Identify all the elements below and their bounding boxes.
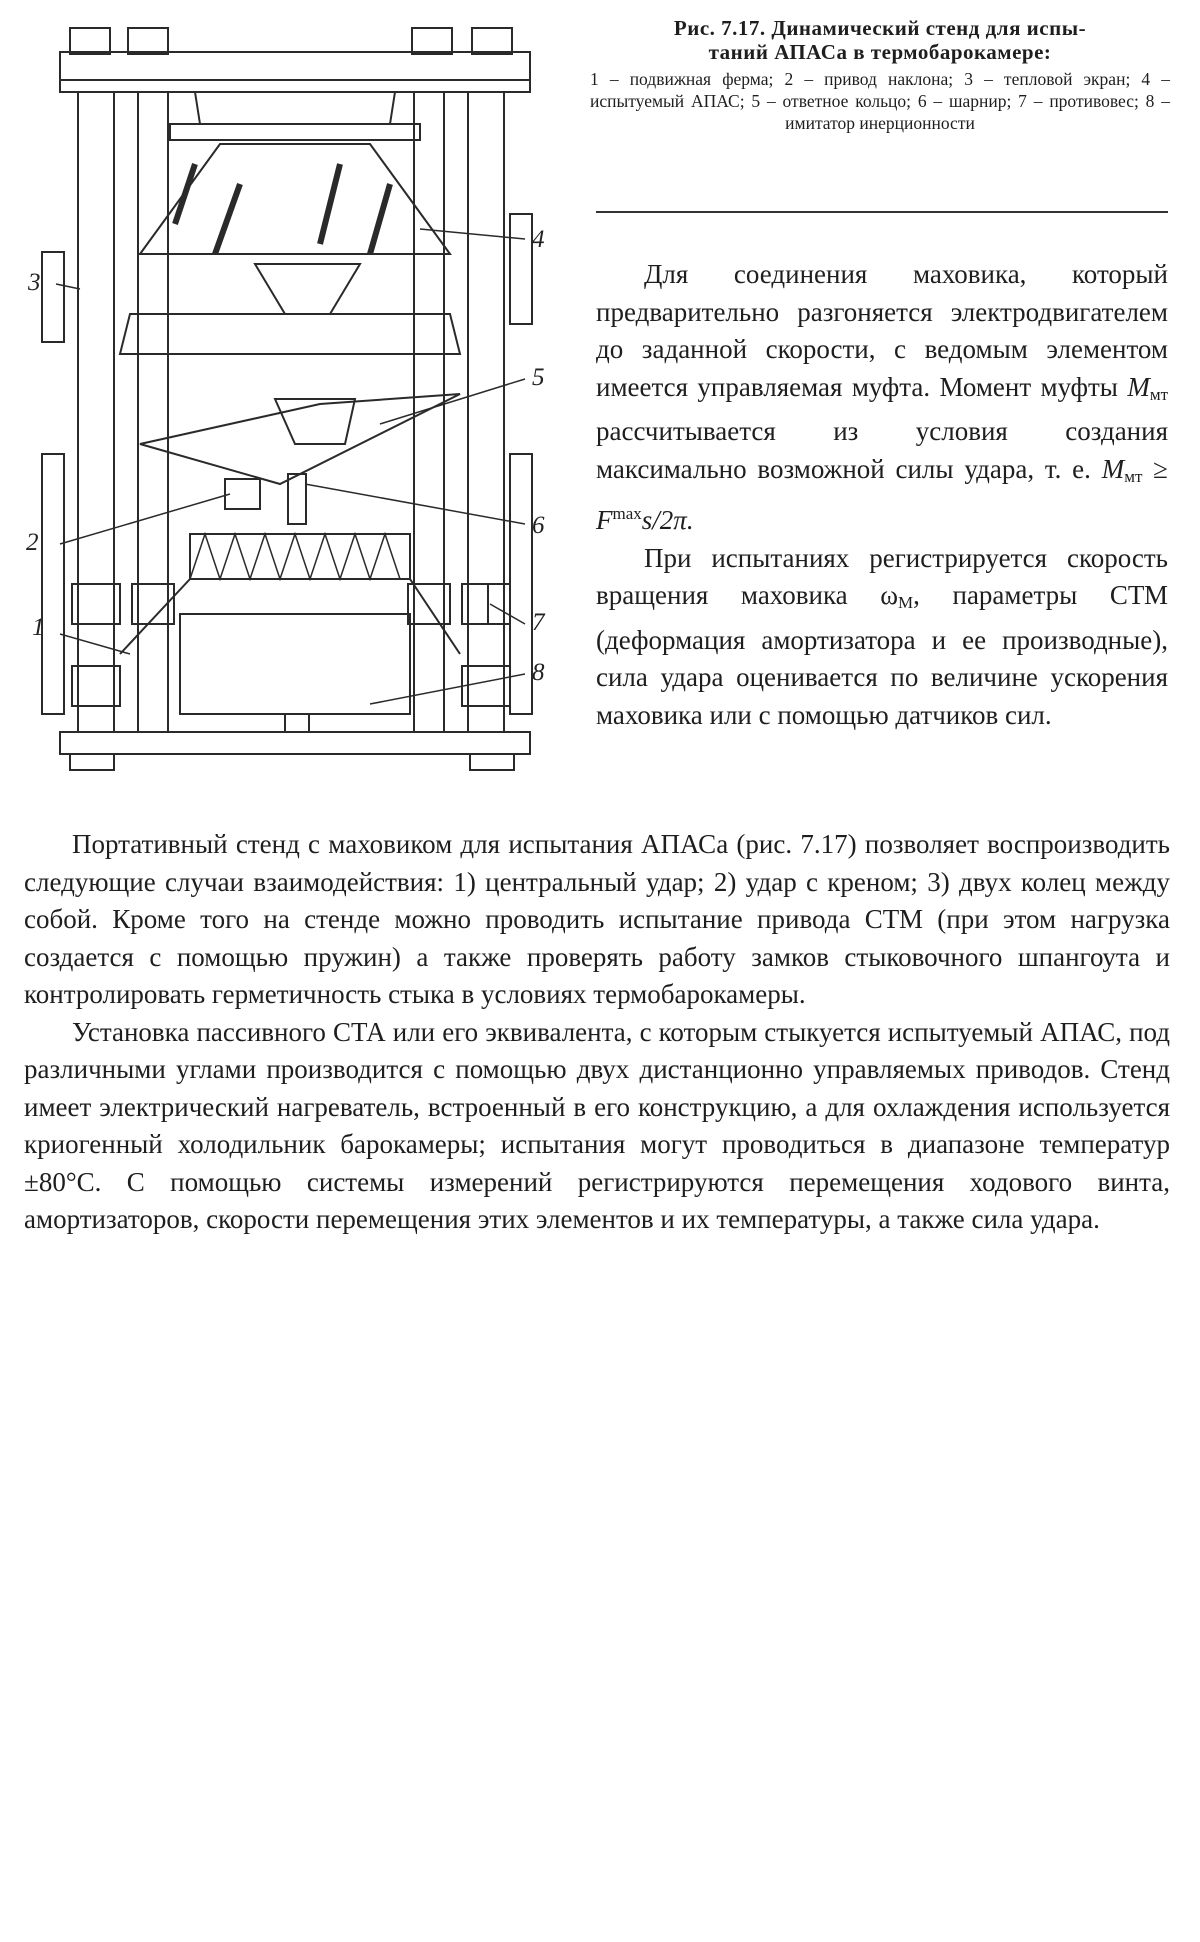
response-ring [140,394,460,484]
fig-label-3: 3 [28,269,41,296]
column-left-inner [138,92,168,732]
leader-8 [370,674,525,704]
column-right-outer [468,92,504,732]
side-p1-text-a: Для соединения маховика, который предварительно разгоняется электродвигателем до заданной скорости, с ведомым элементом имеется управляемая муфта. Момент муфты [596,259,1168,402]
top-bolt-right [472,28,512,54]
clamp-lo [72,584,120,624]
top-plate [60,52,530,80]
mid-frame [120,314,460,354]
side-paragraph-2 [596,540,1168,735]
column-left-outer [78,92,114,732]
top-flange [195,92,395,124]
moment-symbol-2: M [1101,453,1125,484]
leader-3 [56,284,80,289]
tilt-drive [225,479,260,509]
fig-label-4: 4 [532,226,545,253]
main-paragraph-2: Установка пассивного СТА или его эквивалента, с которым стыкуется испытуемый АПАС, под различными углами производится с помощью двух дистанционно управляемых приводов. Стенд имеет электрический нагреватель, встроенный в его конструкцию, а для охлаждения используется криогенный холодильник барокамеры; испытания могут проводиться в диапазоне температур ±80°С. С помощью системы измерений регистрируются перемещения ходового винта, амортизаторов, скорости перемещения этих элементов и их температуры, а также сила удара. [24,1016,1170,1234]
caption-title-line-2: таний АПАСа в термобарокамере: [708,40,1052,64]
side-p1-text-b: рассчитывается из условия создания максимально возможной силы удара, т. е. [596,416,1168,484]
caption-divider [596,211,1168,213]
top-bolt-left-2 [128,28,168,54]
top-bolt-right-2 [412,28,452,54]
hinge [288,474,306,524]
side-text-column [596,256,1168,734]
side-p2-text-a: При испытаниях регистрируется скорость вращения маховика ω [596,542,1168,610]
omega-subscript: М [898,593,914,612]
fig-label-2: 2 [26,529,39,556]
thermal-screen-left-upper [42,252,64,342]
top-plate-lower [60,80,530,92]
fig-label-7: 7 [532,609,545,636]
figure-caption [590,16,1170,134]
thermal-screen-right-upper [510,214,532,324]
stand-figure [20,14,560,784]
leader-7 [490,604,525,624]
caption-title-line-1: Рис. 7.17. Динамический стенд для испы- [673,16,1087,40]
moment-subscript: мт [1149,384,1168,404]
fig-label-5: 5 [532,364,545,391]
inertia-simulator [180,614,410,714]
apas-body [140,144,450,254]
counterweight [468,584,488,624]
force-symbol: F [596,505,613,535]
base-plate [60,732,530,754]
fig-label-1: 1 [32,614,45,641]
thermal-screen-left-lower [42,454,64,714]
flange-ring [170,124,420,140]
formula-tail: s/2π. [641,505,694,535]
side-p2-text-b: , параметры СТМ (деформация амортизатора и ее производные), сила удара оценивается по величине ускорения маховика или с помощью датчиков сил. [596,580,1168,730]
geq-sign: ≥ [1142,453,1168,484]
moment-subscript-2: мт [1124,466,1143,486]
main-text-body [24,826,1170,1239]
apas-ring [255,264,360,314]
fig-label-8: 8 [532,659,545,686]
moment-symbol: M [1127,371,1150,402]
side-paragraph-1 [596,256,1168,540]
caption-legend: 1 – подвижная ферма; 2 – привод наклона; 3 – тепловой экран; 4 – испытуемый АПАС; 5 – ответное кольцо; 6 – шарнир; 7 – противовес; 8 – имитатор инерционности [590,69,1170,133]
stand-drawing [20,14,560,784]
leader-1 [60,634,130,654]
force-superscript: max [612,504,642,523]
fig-label-6: 6 [532,512,545,539]
top-bolt-left [70,28,110,54]
main-paragraph-1: Портативный стенд с маховиком для испытания АПАСа (рис. 7.17) позволяет воспроизводить следующие случаи взаимодействия: 1) центральный удар; 2) удар с креном; 3) двух колец между собой. Кроме того на стенде можно проводить испытание привода СТМ (при этом нагрузка создается с помощью пружин) а также проверять работу замков стыковочного шпангоута и контролировать герметичность стыка в условиях термобарокамеры. [24,829,1170,1009]
